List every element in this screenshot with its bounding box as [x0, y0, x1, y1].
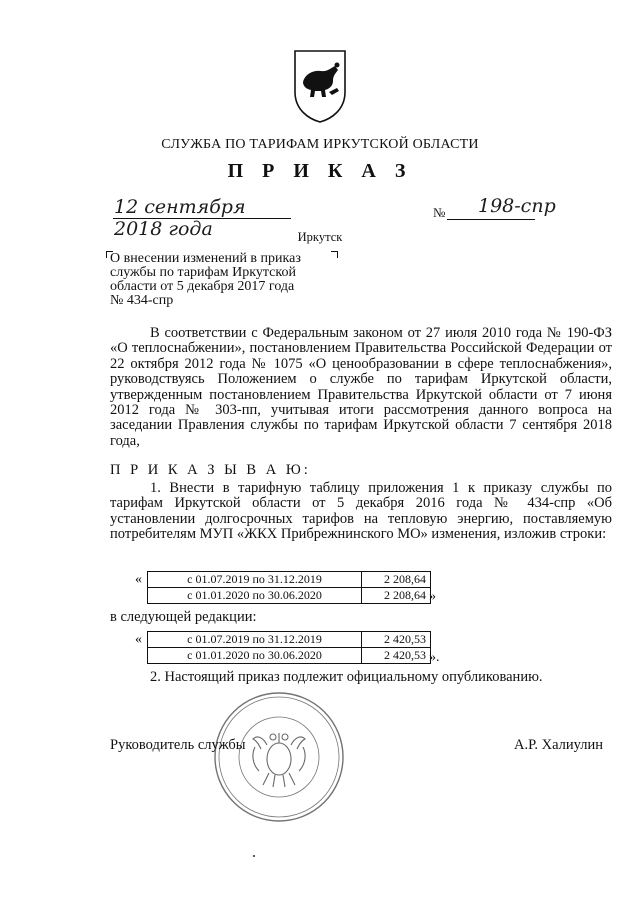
date-underline	[113, 218, 291, 219]
quote-open: «	[135, 632, 142, 647]
irkutsk-coat-of-arms-icon	[291, 48, 349, 124]
new-tariff-table	[147, 631, 431, 664]
organization-name: СЛУЖБА ПО ТАРИФАМ ИРКУТСКОЙ ОБЛАСТИ	[161, 137, 479, 152]
value-cell: 2 208,64	[362, 572, 431, 588]
handwritten-number: 198-спр	[478, 195, 556, 217]
subject-line: области от 5 декабря 2017 года	[110, 279, 295, 294]
official-seal-icon	[211, 689, 347, 825]
period-cell: с 01.01.2020 по 30.06.2020	[148, 588, 362, 604]
number-label: №	[433, 205, 446, 220]
subject-block	[110, 252, 336, 308]
preamble-paragraph	[110, 326, 612, 449]
table-row	[148, 572, 431, 588]
item-2-text: 2. Настоящий приказ подлежит официальному опубликованию.	[150, 669, 543, 685]
number-underline	[447, 219, 535, 220]
quote-close: »	[429, 589, 436, 604]
signatory-name: А.Р. Халиулин	[514, 737, 603, 753]
old-tariff-table	[147, 571, 431, 604]
subject-line: № 434-спр	[110, 293, 174, 308]
document-title: П Р И К А З	[227, 160, 413, 182]
page-dot	[253, 855, 255, 857]
subject-line: О внесении изменений в приказ	[110, 251, 301, 266]
subject-line: службы по тарифам Иркутской	[110, 265, 296, 280]
order-word: П Р И К А З Ы В А Ю:	[110, 462, 311, 478]
table-row	[148, 632, 431, 648]
item-1-paragraph	[110, 481, 612, 543]
signatory-role: Руководитель службы	[110, 737, 246, 753]
preamble-text: В соответствии с Федеральным законом от 27 июля 2010 года № 190-ФЗ «О теплоснабжении», постановлением Правительства Российской Федерации от 22 октября 2012 года № 1075 «О ценообразовании в сфере теплоснабжения», руководствуясь Положением о службе по тарифам Иркутской области, утвержденным постановлением Правительства Иркутской области от 7 июня 2012 года № 303-пп, учитывая итоги рассмотрения данного вопроса на заседании Правления службы по тарифам Иркутской области 7 сентября 2018 года,	[110, 325, 612, 449]
quote-close: ».	[429, 650, 440, 665]
city-name: Иркутск	[297, 230, 343, 244]
handwritten-date: 12 сентября 2018 года	[114, 196, 246, 240]
period-cell: с 01.01.2020 по 30.06.2020	[148, 648, 362, 664]
period-cell: с 01.07.2019 по 31.12.2019	[148, 572, 362, 588]
table-row	[148, 648, 431, 664]
new-edition-label: в следующей редакции:	[110, 609, 257, 625]
period-cell: с 01.07.2019 по 31.12.2019	[148, 632, 362, 648]
item-1-text: 1. Внести в тарифную таблицу приложения 1 к приказу службы по тарифам Иркутской области от 5 декабря 2016 года № 434-спр «Об установлении долгосрочных тарифов на тепловую энергию, поставляемую потребителям МУП «ЖКХ Прибрежнинского МО» изменения, изложив строки:	[110, 480, 612, 543]
quote-open: «	[135, 572, 142, 587]
table-row	[148, 588, 431, 604]
value-cell: 2 420,53	[362, 632, 431, 648]
value-cell: 2 420,53	[362, 648, 431, 664]
value-cell: 2 208,64	[362, 588, 431, 604]
